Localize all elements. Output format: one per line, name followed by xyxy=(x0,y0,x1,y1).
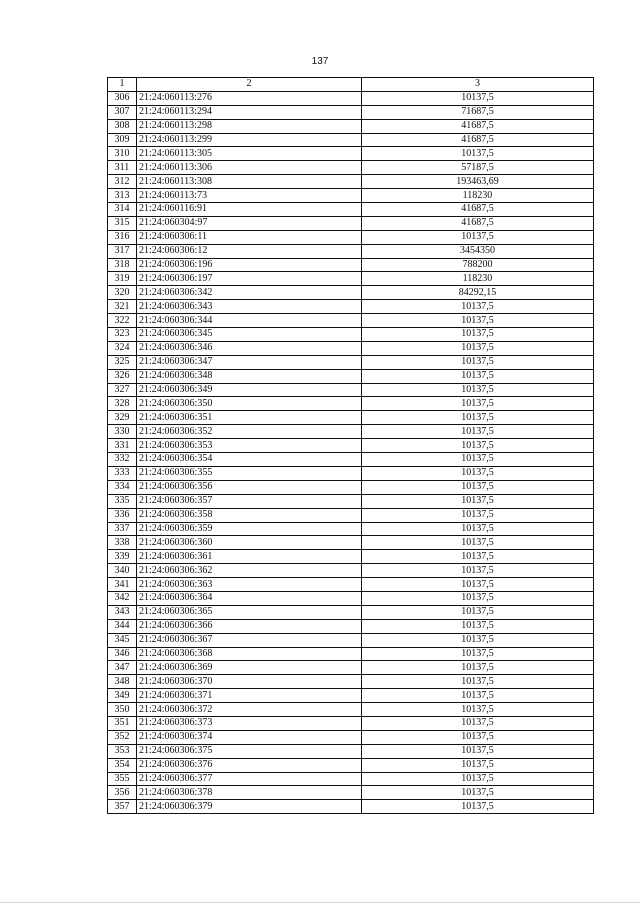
value-cell: 10137,5 xyxy=(362,647,594,661)
value-cell: 118230 xyxy=(362,272,594,286)
cadastral-number-cell: 21:24:060113:306 xyxy=(137,161,362,175)
cadastral-number-cell: 21:24:060306:367 xyxy=(137,633,362,647)
table-row xyxy=(108,439,594,453)
value-cell: 10137,5 xyxy=(362,314,594,328)
row-number-cell: 331 xyxy=(108,439,137,453)
cadastral-number-cell: 21:24:060306:351 xyxy=(137,411,362,425)
table-row xyxy=(108,591,594,605)
data-table xyxy=(107,77,594,814)
row-number-cell: 355 xyxy=(108,772,137,786)
cadastral-number-cell: 21:24:060113:299 xyxy=(137,133,362,147)
table-row xyxy=(108,286,594,300)
table-header-cell-3: 3 xyxy=(362,78,594,92)
row-number-cell: 346 xyxy=(108,647,137,661)
row-number-cell: 333 xyxy=(108,466,137,480)
page-number: 137 xyxy=(311,56,329,67)
value-cell: 10137,5 xyxy=(362,397,594,411)
cadastral-number-cell: 21:24:060306:360 xyxy=(137,536,362,550)
cadastral-number-cell: 21:24:060306:365 xyxy=(137,605,362,619)
cadastral-number-cell: 21:24:060306:344 xyxy=(137,314,362,328)
table-row xyxy=(108,800,594,814)
cadastral-number-cell: 21:24:060306:343 xyxy=(137,300,362,314)
table-row xyxy=(108,328,594,342)
value-cell: 10137,5 xyxy=(362,147,594,161)
table-row xyxy=(108,300,594,314)
row-number-cell: 312 xyxy=(108,175,137,189)
table-row xyxy=(108,689,594,703)
table-row xyxy=(108,578,594,592)
page-bottom-divider xyxy=(0,902,640,903)
value-cell: 10137,5 xyxy=(362,355,594,369)
table-row xyxy=(108,230,594,244)
value-cell: 41687,5 xyxy=(362,203,594,217)
row-number-cell: 356 xyxy=(108,786,137,800)
table-row xyxy=(108,647,594,661)
table-row xyxy=(108,133,594,147)
row-number-cell: 340 xyxy=(108,564,137,578)
cadastral-number-cell: 21:24:060306:349 xyxy=(137,383,362,397)
cadastral-number-cell: 21:24:060306:342 xyxy=(137,286,362,300)
cadastral-number-cell: 21:24:060306:353 xyxy=(137,439,362,453)
row-number-cell: 325 xyxy=(108,355,137,369)
table-row xyxy=(108,453,594,467)
cadastral-number-cell: 21:24:060113:73 xyxy=(137,189,362,203)
table-row xyxy=(108,619,594,633)
table-row xyxy=(108,91,594,105)
row-number-cell: 342 xyxy=(108,591,137,605)
value-cell: 10137,5 xyxy=(362,675,594,689)
table-row xyxy=(108,175,594,189)
value-cell: 57187,5 xyxy=(362,161,594,175)
cadastral-number-cell: 21:24:060306:372 xyxy=(137,703,362,717)
value-cell: 10137,5 xyxy=(362,786,594,800)
cadastral-number-cell: 21:24:060306:11 xyxy=(137,230,362,244)
table-row xyxy=(108,258,594,272)
table-row xyxy=(108,314,594,328)
value-cell: 10137,5 xyxy=(362,758,594,772)
value-cell: 10137,5 xyxy=(362,703,594,717)
table-row xyxy=(108,675,594,689)
cadastral-number-cell: 21:24:060306:369 xyxy=(137,661,362,675)
row-number-cell: 318 xyxy=(108,258,137,272)
cadastral-number-cell: 21:24:060306:371 xyxy=(137,689,362,703)
row-number-cell: 310 xyxy=(108,147,137,161)
row-number-cell: 308 xyxy=(108,119,137,133)
table-row xyxy=(108,772,594,786)
cadastral-number-cell: 21:24:060113:294 xyxy=(137,105,362,119)
row-number-cell: 316 xyxy=(108,230,137,244)
cadastral-number-cell: 21:24:060306:378 xyxy=(137,786,362,800)
value-cell: 10137,5 xyxy=(362,383,594,397)
value-cell: 84292,15 xyxy=(362,286,594,300)
cadastral-number-cell: 21:24:060306:346 xyxy=(137,341,362,355)
value-cell: 10137,5 xyxy=(362,369,594,383)
value-cell: 10137,5 xyxy=(362,328,594,342)
table-row xyxy=(108,272,594,286)
cadastral-number-cell: 21:24:060306:363 xyxy=(137,578,362,592)
table-row xyxy=(108,397,594,411)
value-cell: 10137,5 xyxy=(362,480,594,494)
row-number-cell: 323 xyxy=(108,328,137,342)
table-row xyxy=(108,744,594,758)
table-row xyxy=(108,494,594,508)
cadastral-number-cell: 21:24:060306:370 xyxy=(137,675,362,689)
value-cell: 10137,5 xyxy=(362,633,594,647)
table-row xyxy=(108,105,594,119)
table-row xyxy=(108,369,594,383)
value-cell: 10137,5 xyxy=(362,466,594,480)
cadastral-number-cell: 21:24:060306:357 xyxy=(137,494,362,508)
value-cell: 10137,5 xyxy=(362,91,594,105)
table-row xyxy=(108,355,594,369)
cadastral-number-cell: 21:24:060116:91 xyxy=(137,203,362,217)
table-row xyxy=(108,758,594,772)
table-row xyxy=(108,216,594,230)
table-row xyxy=(108,605,594,619)
cadastral-number-cell: 21:24:060306:376 xyxy=(137,758,362,772)
row-number-cell: 344 xyxy=(108,619,137,633)
cadastral-number-cell: 21:24:060306:359 xyxy=(137,522,362,536)
table-header-cell-1: 1 xyxy=(108,78,137,92)
row-number-cell: 341 xyxy=(108,578,137,592)
row-number-cell: 348 xyxy=(108,675,137,689)
row-number-cell: 345 xyxy=(108,633,137,647)
row-number-cell: 353 xyxy=(108,744,137,758)
value-cell: 3454350 xyxy=(362,244,594,258)
value-cell: 41687,5 xyxy=(362,119,594,133)
cadastral-number-cell: 21:24:060306:350 xyxy=(137,397,362,411)
cadastral-number-cell: 21:24:060306:361 xyxy=(137,550,362,564)
table-row xyxy=(108,730,594,744)
value-cell: 41687,5 xyxy=(362,133,594,147)
table-row xyxy=(108,411,594,425)
row-number-cell: 319 xyxy=(108,272,137,286)
row-number-cell: 354 xyxy=(108,758,137,772)
row-number-cell: 321 xyxy=(108,300,137,314)
cadastral-number-cell: 21:24:060306:358 xyxy=(137,508,362,522)
row-number-cell: 338 xyxy=(108,536,137,550)
row-number-cell: 350 xyxy=(108,703,137,717)
table-row xyxy=(108,716,594,730)
row-number-cell: 329 xyxy=(108,411,137,425)
row-number-cell: 343 xyxy=(108,605,137,619)
row-number-cell: 339 xyxy=(108,550,137,564)
row-number-cell: 335 xyxy=(108,494,137,508)
table-row xyxy=(108,383,594,397)
table-header-cell-2: 2 xyxy=(137,78,362,92)
row-number-cell: 306 xyxy=(108,91,137,105)
cadastral-number-cell: 21:24:060306:374 xyxy=(137,730,362,744)
value-cell: 10137,5 xyxy=(362,661,594,675)
value-cell: 10137,5 xyxy=(362,341,594,355)
row-number-cell: 315 xyxy=(108,216,137,230)
value-cell: 10137,5 xyxy=(362,494,594,508)
cadastral-number-cell: 21:24:060306:368 xyxy=(137,647,362,661)
table-row xyxy=(108,244,594,258)
row-number-cell: 326 xyxy=(108,369,137,383)
value-cell: 10137,5 xyxy=(362,578,594,592)
cadastral-number-cell: 21:24:060306:356 xyxy=(137,480,362,494)
cadastral-number-cell: 21:24:060306:364 xyxy=(137,591,362,605)
cadastral-number-cell: 21:24:060306:355 xyxy=(137,466,362,480)
value-cell: 71687,5 xyxy=(362,105,594,119)
table-row xyxy=(108,633,594,647)
value-cell: 10137,5 xyxy=(362,619,594,633)
value-cell: 10137,5 xyxy=(362,564,594,578)
table-row xyxy=(108,522,594,536)
value-cell: 10137,5 xyxy=(362,453,594,467)
value-cell: 10137,5 xyxy=(362,522,594,536)
value-cell: 10137,5 xyxy=(362,230,594,244)
value-cell: 10137,5 xyxy=(362,730,594,744)
row-number-cell: 313 xyxy=(108,189,137,203)
value-cell: 788200 xyxy=(362,258,594,272)
table-row xyxy=(108,564,594,578)
table-row xyxy=(108,119,594,133)
value-cell: 10137,5 xyxy=(362,605,594,619)
value-cell: 193463,69 xyxy=(362,175,594,189)
table-row xyxy=(108,480,594,494)
value-cell: 10137,5 xyxy=(362,591,594,605)
row-number-cell: 357 xyxy=(108,800,137,814)
table-row xyxy=(108,466,594,480)
table-row xyxy=(108,161,594,175)
row-number-cell: 352 xyxy=(108,730,137,744)
value-cell: 10137,5 xyxy=(362,439,594,453)
table-row xyxy=(108,786,594,800)
value-cell: 10137,5 xyxy=(362,300,594,314)
row-number-cell: 336 xyxy=(108,508,137,522)
row-number-cell: 351 xyxy=(108,716,137,730)
cadastral-number-cell: 21:24:060306:352 xyxy=(137,425,362,439)
cadastral-number-cell: 21:24:060306:373 xyxy=(137,716,362,730)
value-cell: 10137,5 xyxy=(362,411,594,425)
row-number-cell: 327 xyxy=(108,383,137,397)
table-body xyxy=(108,91,594,813)
cadastral-number-cell: 21:24:060306:366 xyxy=(137,619,362,633)
row-number-cell: 334 xyxy=(108,480,137,494)
table-row xyxy=(108,536,594,550)
row-number-cell: 309 xyxy=(108,133,137,147)
cadastral-number-cell: 21:24:060306:379 xyxy=(137,800,362,814)
row-number-cell: 347 xyxy=(108,661,137,675)
cadastral-number-cell: 21:24:060306:196 xyxy=(137,258,362,272)
row-number-cell: 349 xyxy=(108,689,137,703)
value-cell: 10137,5 xyxy=(362,800,594,814)
cadastral-number-cell: 21:24:060306:345 xyxy=(137,328,362,342)
row-number-cell: 320 xyxy=(108,286,137,300)
value-cell: 10137,5 xyxy=(362,689,594,703)
table-row xyxy=(108,203,594,217)
value-cell: 10137,5 xyxy=(362,508,594,522)
row-number-cell: 307 xyxy=(108,105,137,119)
cadastral-number-cell: 21:24:060306:362 xyxy=(137,564,362,578)
value-cell: 10137,5 xyxy=(362,772,594,786)
cadastral-number-cell: 21:24:060304:97 xyxy=(137,216,362,230)
value-cell: 10137,5 xyxy=(362,550,594,564)
cadastral-number-cell: 21:24:060113:298 xyxy=(137,119,362,133)
table-row xyxy=(108,661,594,675)
row-number-cell: 332 xyxy=(108,453,137,467)
row-number-cell: 328 xyxy=(108,397,137,411)
cadastral-number-cell: 21:24:060113:308 xyxy=(137,175,362,189)
table-row xyxy=(108,425,594,439)
table-row xyxy=(108,703,594,717)
table-row xyxy=(108,341,594,355)
table-row xyxy=(108,189,594,203)
row-number-cell: 337 xyxy=(108,522,137,536)
row-number-cell: 317 xyxy=(108,244,137,258)
value-cell: 10137,5 xyxy=(362,744,594,758)
row-number-cell: 324 xyxy=(108,341,137,355)
cadastral-number-cell: 21:24:060113:305 xyxy=(137,147,362,161)
table-header-row xyxy=(108,78,594,92)
row-number-cell: 314 xyxy=(108,203,137,217)
table-row xyxy=(108,147,594,161)
value-cell: 41687,5 xyxy=(362,216,594,230)
cadastral-number-cell: 21:24:060306:375 xyxy=(137,744,362,758)
table-row xyxy=(108,550,594,564)
row-number-cell: 330 xyxy=(108,425,137,439)
table-row xyxy=(108,508,594,522)
value-cell: 10137,5 xyxy=(362,425,594,439)
value-cell: 10137,5 xyxy=(362,536,594,550)
row-number-cell: 311 xyxy=(108,161,137,175)
value-cell: 10137,5 xyxy=(362,716,594,730)
cadastral-number-cell: 21:24:060306:12 xyxy=(137,244,362,258)
cadastral-number-cell: 21:24:060306:348 xyxy=(137,369,362,383)
cadastral-number-cell: 21:24:060306:197 xyxy=(137,272,362,286)
value-cell: 118230 xyxy=(362,189,594,203)
cadastral-number-cell: 21:24:060306:347 xyxy=(137,355,362,369)
cadastral-number-cell: 21:24:060306:377 xyxy=(137,772,362,786)
row-number-cell: 322 xyxy=(108,314,137,328)
cadastral-number-cell: 21:24:060306:354 xyxy=(137,453,362,467)
cadastral-number-cell: 21:24:060113:276 xyxy=(137,91,362,105)
